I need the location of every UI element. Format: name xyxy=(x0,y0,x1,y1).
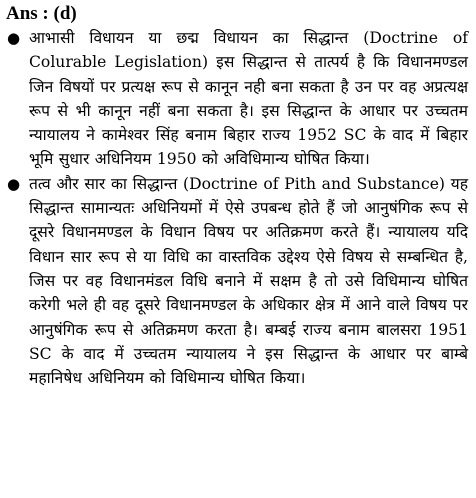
point-text: आभासी विधायन या छद्म विधायन का सिद्धान्त (Doctrine of Colurable Legislation) इस सिद्धान्त से तात्पर्य है कि विधानमण्डल जिन विषयों पर प्रत्यक्ष रूप से कानून नही बना सकता है उन पर वह अप्रत्यक्ष रूप से भी कानून नहीं बना सकता है। इस सिद्धान्त के आधार पर उच्चतम न्यायालय ने कामेश्वर सिंह बनाम बिहार राज्य 1952 SC के वाद में बिहार भूमि सुधार अधिनियम 1950 को अविधिमान्य घोषित किया। xyxy=(29,29,468,169)
answer-label: Ans : (d) xyxy=(6,3,77,24)
bullet-icon: ● xyxy=(7,174,21,193)
point-colourable-legislation xyxy=(6,26,468,172)
point-text: तत्व और सार का सिद्धान्त (Doctrine of Pith and Substance) यह सिद्धान्त सामान्यतः अधिनियमों में ऐसे उपबन्ध होते हैं जो आनुषंगिक रूप से दूसरे विधानमण्डल के विधान विषय पर अतिक्रमण करते हैं। न्यायालय यदि विधान सार रूप से या विधि का वास्तविक उद्देश्य ऐसे विषय से सम्बन्धित है, जिस पर वह विधानमंडल विधि बनाने में सक्षम है तो उसे विधिमान्य घोषित करेगी भले ही वह दूसरे विधानमण्डल के अधिकार क्षेत्र में आने वाले विषय पर आनुषंगिक रूप से अतिक्रमण करता है। बम्बई राज्य बनाम बालसरा 1951 SC के वाद में उच्चतम न्यायालय ने इस सिद्धान्त के आधार पर बाम्बे महानिषेध अधिनियम को विधिमान्य घोषित किया। xyxy=(29,174,468,388)
point-pith-and-substance xyxy=(6,172,468,391)
bullet-icon: ● xyxy=(7,29,21,47)
